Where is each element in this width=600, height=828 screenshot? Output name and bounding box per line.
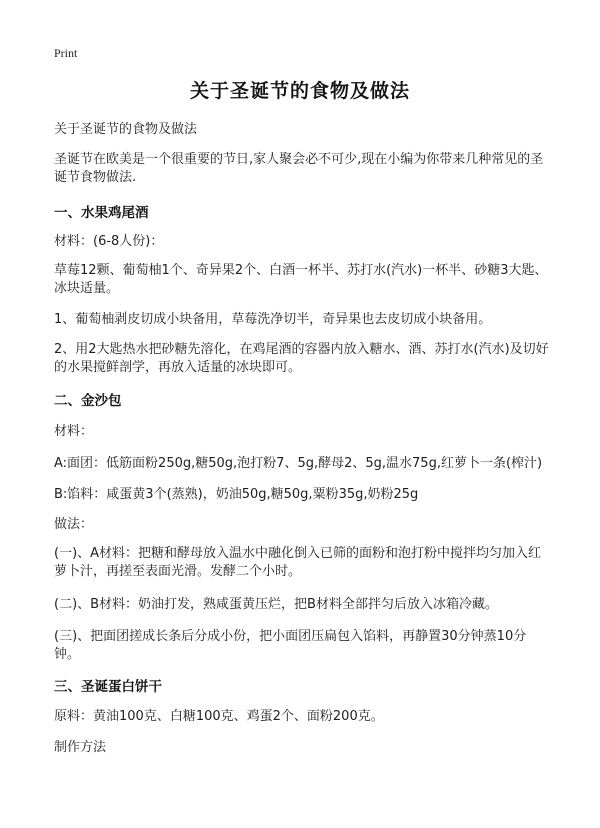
fruit-cocktail-materials-label: 材料：(6-8人份)： — [54, 234, 164, 249]
meringue-cookies-ingredients: 原料：黄油100克、白糖100克、鸡蛋2个、面粉200克。 — [54, 709, 384, 724]
golden-bun-step-1: (一)、A材料：把糖和酵母放入温水中融化倒入已筛的面粉和泡打粉中搅拌均匀加入红 萝卜汁，再搓至表面光滑。发酵二个小时。 — [54, 546, 542, 579]
fruit-cocktail-step-1: 1、葡萄柚剥皮切成小块备用，草莓洗净切半，奇异果也去皮切成小块备用。 — [54, 312, 492, 327]
subtitle: 关于圣诞节的食物及做法 — [54, 122, 198, 137]
fruit-cocktail-materials: 草莓12颗、葡萄柚1个、奇异果2个、白酒一杯半、苏打水(汽水)一杯半、砂糖3大匙、冰块适量。 — [54, 263, 548, 296]
section-heading-meringue-cookies: 三、圣诞蛋白饼干 — [54, 679, 162, 695]
intro-paragraph: 圣诞节在欧美是一个很重要的节日,家人聚会必不可少,现在小编为你带来几种常见的圣诞节食物做法. — [54, 152, 544, 185]
section-heading-golden-bun: 二、金沙包 — [54, 393, 122, 409]
page-title: 关于圣诞节的食物及做法 — [189, 80, 410, 102]
fruit-cocktail-step-2: 2、用2大匙热水把砂糖先溶化，在鸡尾酒的容器内放入糖水、酒、苏打水(汽水)及切好的水果搅鲜剖学，再放入适量的冰块即可。 — [54, 342, 549, 375]
golden-bun-step-2: (二)、B材料：奶油打发，熟咸蛋黄压烂，把B材料全部拌匀后放入冰箱冷藏。 — [54, 597, 498, 612]
golden-bun-step-3: (三)、把面团搓成长条后分成小份，把小面团压扁包入馅料，再静置30分钟蒸10分钟。 — [54, 629, 527, 662]
section-heading-fruit-cocktail: 一、水果鸡尾酒 — [54, 205, 149, 221]
golden-bun-method-label: 做法： — [54, 517, 94, 532]
golden-bun-materials-label: 材料： — [54, 424, 94, 439]
print-link[interactable]: Print — [54, 46, 78, 60]
golden-bun-filling: B:馅料：咸蛋黄3个(蒸熟)，奶油50g,糖50g,粟粉35g,奶粉25g — [54, 487, 419, 502]
golden-bun-dough: A:面团：低筋面粉250g,糖50g,泡打粉7、5g,酵母2、5g,温水75g,红萝卜一条(榨汁) — [54, 456, 543, 471]
meringue-cookies-method-label: 制作方法 — [54, 740, 107, 755]
